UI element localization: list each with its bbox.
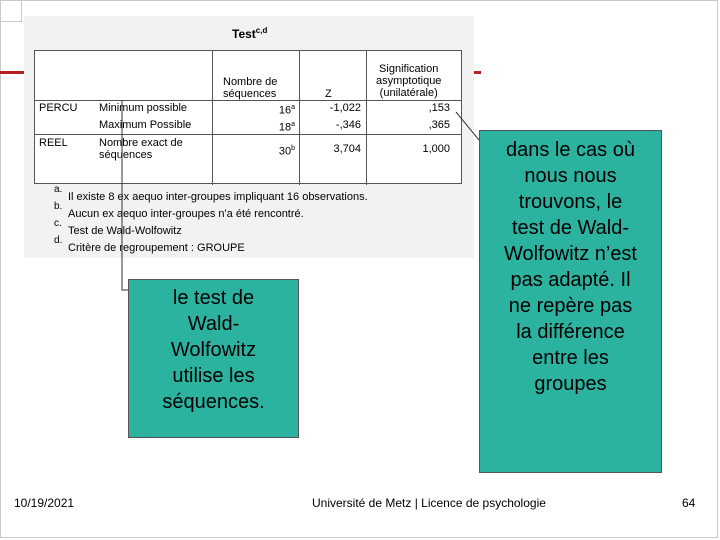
row-nombre: 30$^b$ — [278, 145, 295, 158]
table-title: Test$^{c,d}$ — [232, 26, 268, 41]
row-z: 3,704 — [333, 143, 361, 155]
spss-output-image: Test$^{c,d}$ Nombre de séquences Z Signification asymptotique (unilatérale) PERCU Minimum possible 16$^a$ -1,022 ,153 Maximum Possible 18$^a$ -,346 ,365 REEL Nombre exact de séquences 30$^b$ 3,704 1,000 a. Il existe 8 ex aequo inter-groupes impliquant 16 observations. b. Aucun ex aequo inter-groupes n'a été rencontré. c. Test de Wald-Wolfowitz d. Critère de regroupement : GROUPE — [24, 16, 474, 258]
connector-right — [456, 112, 479, 140]
header-signif: Signification asymptotique (unilatérale) — [376, 63, 442, 99]
row-group: REEL — [39, 137, 68, 149]
row-signif: 1,000 — [422, 143, 450, 155]
header-z: Z — [325, 88, 332, 100]
connector-left — [122, 100, 128, 290]
row-group: PERCU — [39, 102, 78, 114]
row-signif: ,153 — [428, 102, 450, 114]
footer-center: Université de Metz | Licence de psychologie — [312, 496, 546, 510]
header-nombre: Nombre de séquences — [223, 76, 278, 100]
row-z: -1,022 — [329, 102, 361, 114]
row-label: Minimum possible — [99, 102, 188, 114]
callout-sequences: le test de Wald- Wolfowitz utilise les séquences. — [128, 279, 299, 438]
row-nombre: 18$^a$ — [278, 121, 295, 134]
callout-not-adapted: dans le cas où nous nous trouvons, le test de Wald- Wolfowitz n’est pas adapté. Il ne repère pas la différence entre les groupes — [479, 130, 662, 473]
row-label: Maximum Possible — [99, 119, 192, 131]
footer-date: 10/19/2021 — [14, 496, 75, 510]
row-nombre: 16$^a$ — [278, 104, 295, 117]
row-label: Nombre exact de séquences — [99, 137, 183, 161]
row-z: -,346 — [335, 119, 361, 131]
row-signif: ,365 — [428, 119, 450, 131]
page-number: 64 — [682, 496, 696, 510]
